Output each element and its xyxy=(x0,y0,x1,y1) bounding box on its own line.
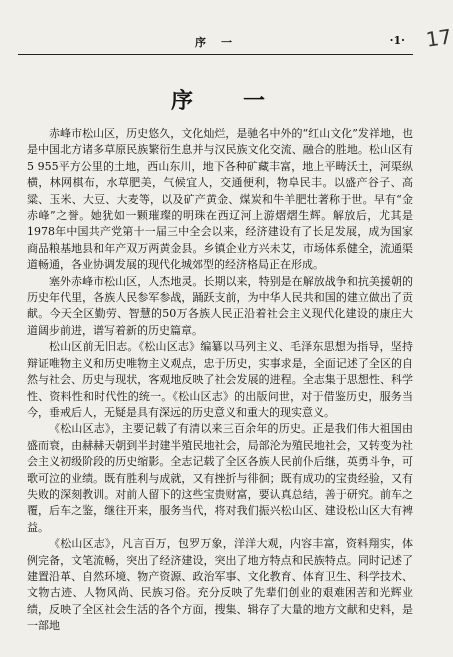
paragraph: 赤峰市松山区，历史悠久，文化灿烂，是驰名中外的“红山文化”发祥地，也是中国北方诸多草原民族繁衍生息并与汉民族文化交流、融合的胜地。松山区有5 955平方公里的土地，西山东川，地下各种矿藏丰富，地上平畴沃土，河渠纵横，林网棋布，水草肥美，气候宜人，交通便利，物阜民丰。以盛产谷子、高粱、玉米、大豆、大麦等，以及矿产黄金、煤炭和牛羊肥壮著称于世。早有“金赤峰”之誉。她犹如一颗璀璨的明珠在西辽河上游熠熠生辉。解放后，尤其是1978年中国共产党第十一届三中全会以来，经济建设有了长足发展，成为国家商品粮基地县和年产双万两黄金县。乡镇企业方兴未艾，市场体系健全，流通渠道畅通，各业协调发展的现代化城郊型的经济格局正在形成。 xyxy=(27,127,413,272)
page-number: ·1· xyxy=(389,34,405,47)
chapter-title: 序 一 xyxy=(170,89,279,114)
body-text xyxy=(27,126,413,635)
running-header-title: 序 一 xyxy=(195,36,234,49)
paragraph: 塞外赤峰市松山区，人杰地灵。长期以来，特别是在解放战争和抗美援朝的历史年代里，各族人民参军参战，踊跃支前，为中华人民共和国的建立做出了贡献。今天全区勤劳、智慧的50万各族人民正沿着社会主义现代化建设的康庄大道阔步前进，谱写着新的历史篇章。 xyxy=(27,274,413,337)
paragraph: 《松山区志》，凡言百万，包罗万象，洋洋大观，内容丰富，资料翔实，体例完备，文笔流畅，突出了经济建设，突出了地方特点和民族特点。同时记述了建置沿革、自然环境、物产资源、政治军事、文化教育、体育卫生、科学技术、文物古迹、人物风尚、民族习俗。充分反映了先辈们创业的艰难困苦和光辉业绩，反映了全区社会生活的各个方面，搜集、辑存了大量的地方文献和史料，是一部地 xyxy=(27,537,413,633)
handwritten-margin-mark: 17 xyxy=(424,24,453,52)
paragraph: 松山区前无旧志。《松山区志》编纂以马列主义、毛泽东思想为指导，坚持辩证唯物主义和历史唯物主义观点，忠于历史，实事求是，全面记述了全区的自然与社会、历史与现状，客观地反映了社会发展的进程。全志集于思想性、科学性、资料性和时代性的统一。《松山区志》的出版问世，对于借鉴历史，服务当今，垂戒后人，无疑是具有深远的历史意义和重大的现实意义。 xyxy=(27,340,413,419)
header-divider xyxy=(18,54,413,55)
paragraph: 《松山区志》，主要记载了有清以来三百余年的历史。正是我们伟大祖国由盛而衰，由赫赫天朝到半封建半殖民地社会，局部沦为殖民地社会，又转变为社会主义初级阶段的历史缩影。全志记载了全区各族人民前仆后继，英勇斗争，可歌可泣的业绩。既有胜利与成就，又有挫折与徘徊；既有成功的宝贵经验，又有失败的深刻教训。对前人留下的这些宝贵财富，要认真总结，善于研究。前车之覆，后车之鉴，继往开来，服务当代，将对我们振兴松山区、建设松山区大有裨益。 xyxy=(27,422,413,534)
running-header xyxy=(18,34,413,50)
